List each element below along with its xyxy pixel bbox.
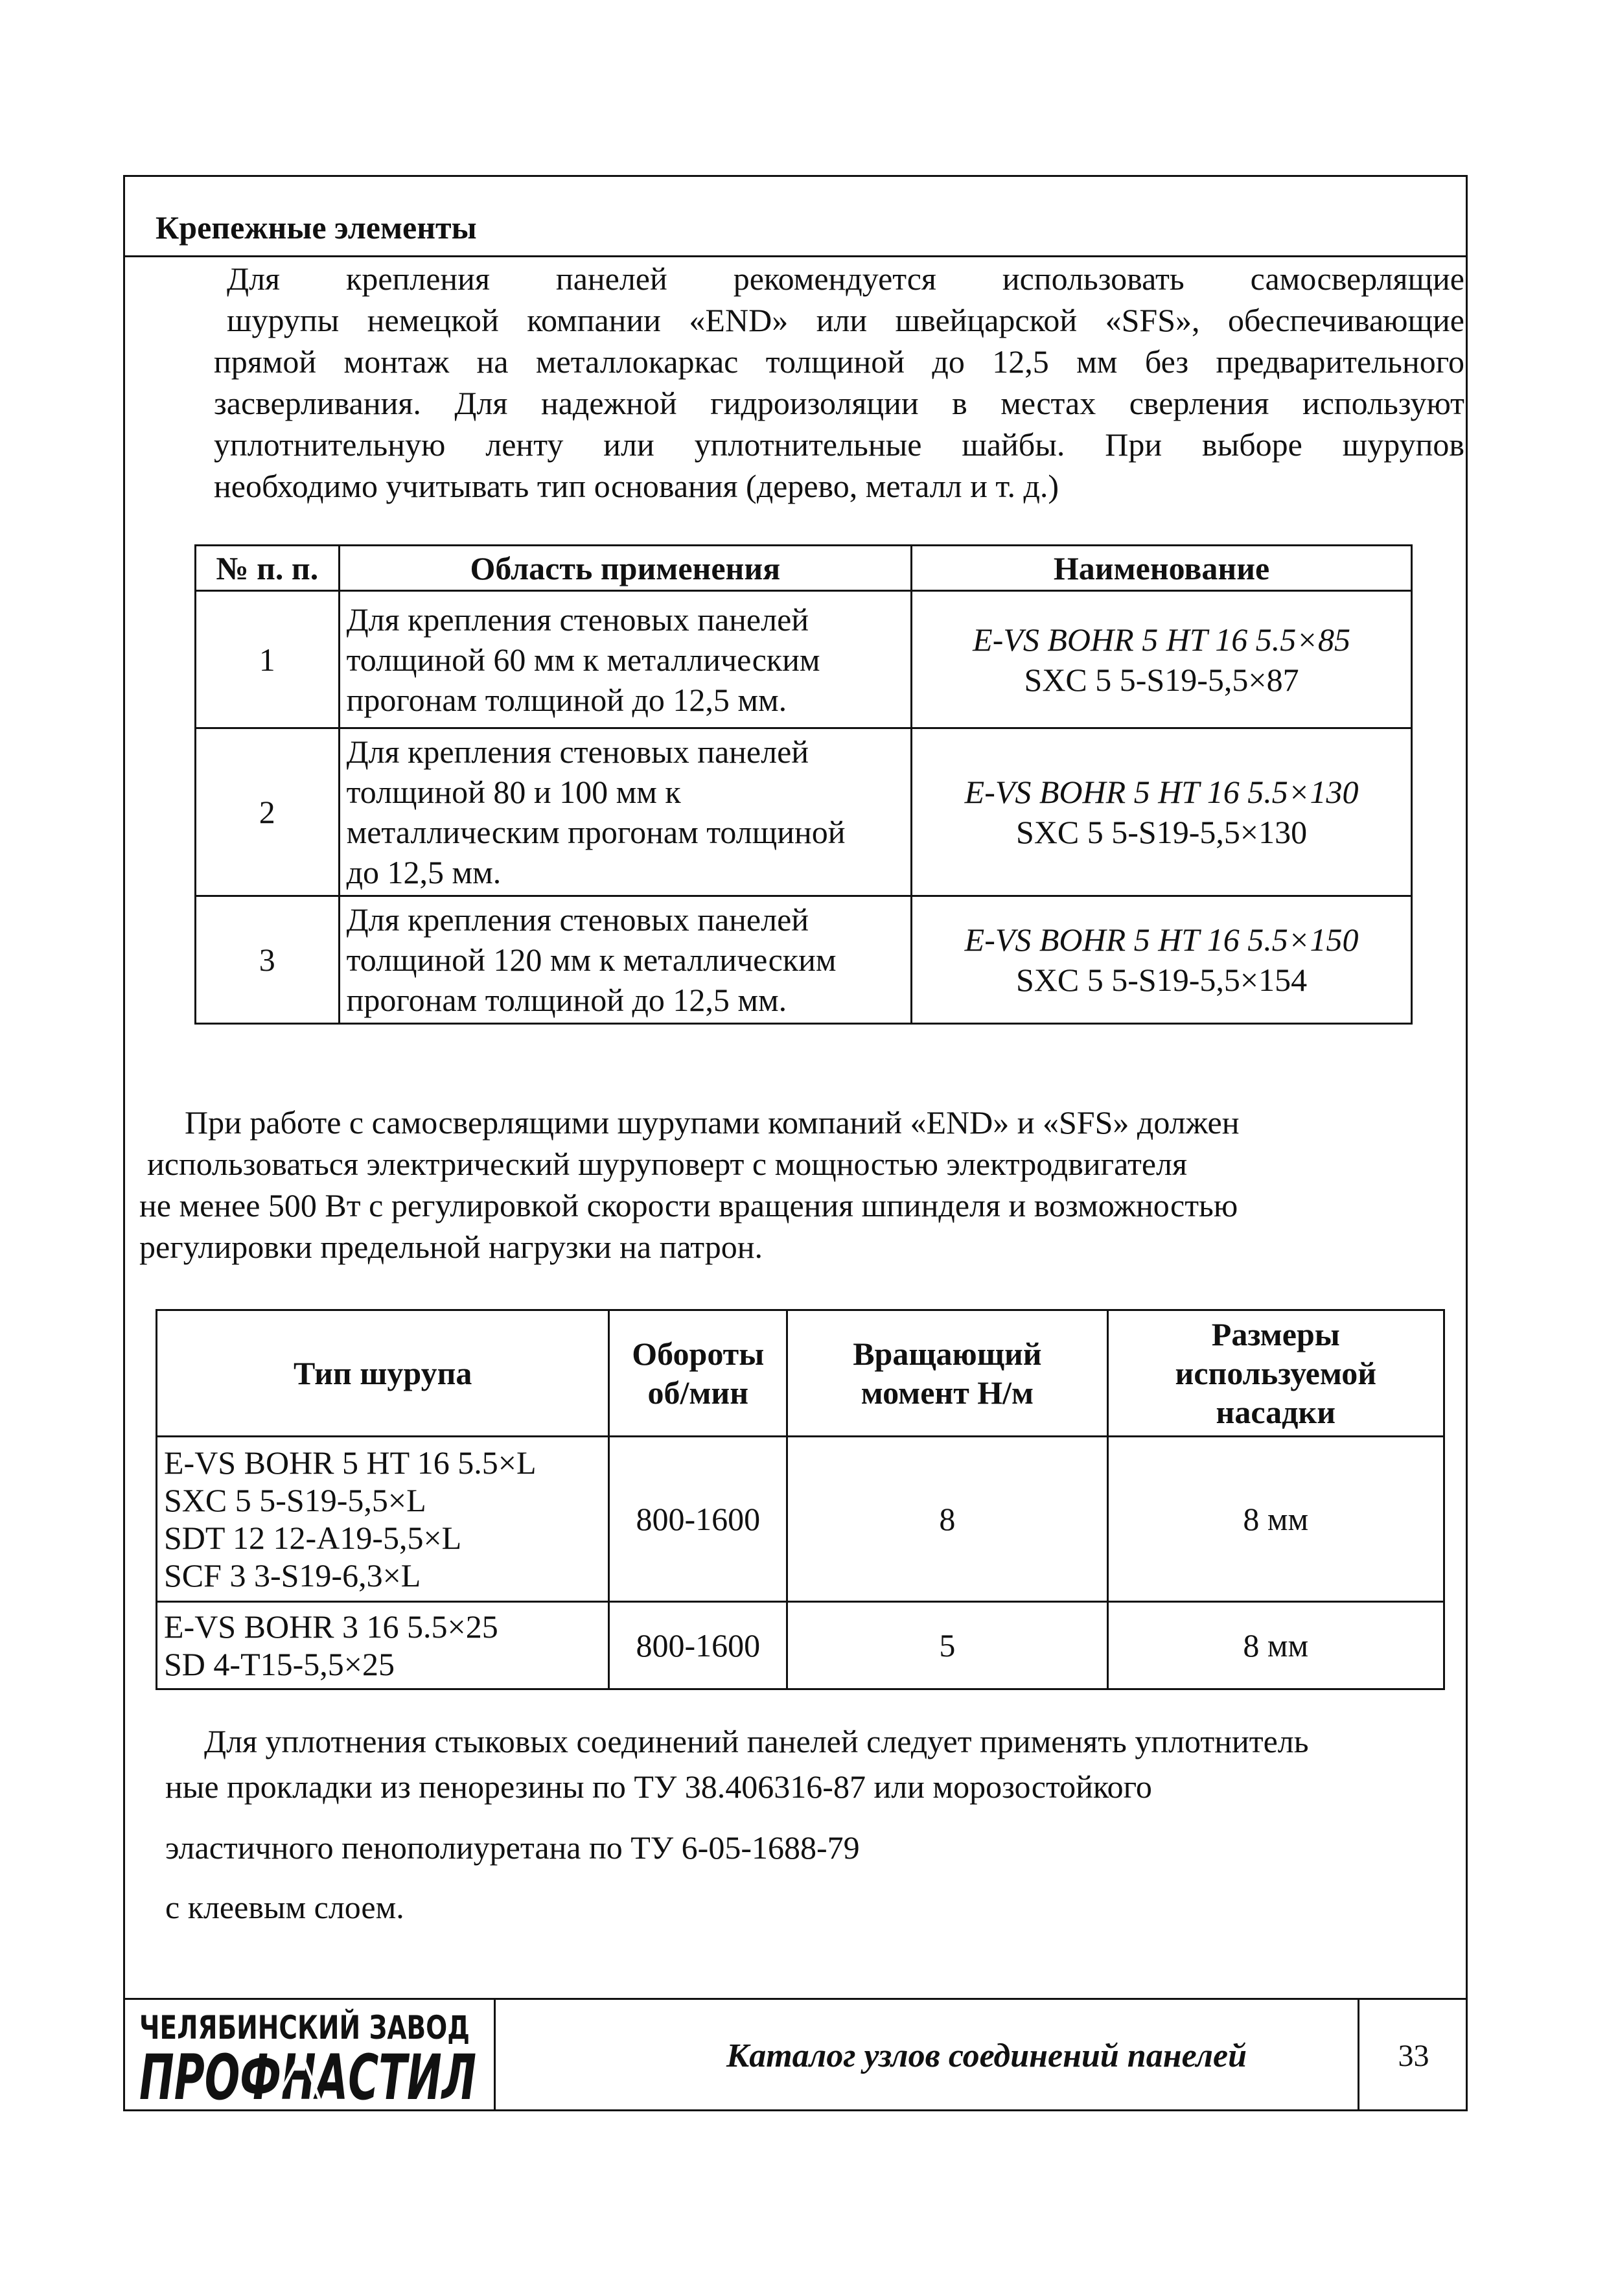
torque-value: 5 xyxy=(787,1602,1107,1689)
screw-type: E-VS BOHR 5 HT 16 5.5×L xyxy=(164,1444,537,1481)
tool-line: регулировки предельной нагрузки на патрон. xyxy=(139,1229,763,1265)
screw-type: SCF 3 3-S19-6,3×L xyxy=(164,1557,421,1594)
table-row xyxy=(157,1437,1444,1602)
header-line: Размеры xyxy=(1211,1316,1340,1352)
application-line: прогонам толщиной до 12,5 мм. xyxy=(346,681,787,718)
intro-line: уплотнительную ленту или уплотнительные шайбы. При выборе шурупов xyxy=(214,426,1464,463)
header-torque xyxy=(787,1310,1107,1437)
table-header-row xyxy=(157,1310,1444,1437)
row-name xyxy=(912,728,1412,896)
application-line: Для крепления стеновых панелей xyxy=(346,601,809,638)
row-application xyxy=(339,896,912,1024)
header-name: Наименование xyxy=(912,546,1412,591)
svg-text:ЧЕЛЯБИНСКИЙ ЗАВОД: ЧЕЛЯБИНСКИЙ ЗАВОД xyxy=(139,2009,564,2047)
header-line: используемой xyxy=(1175,1355,1377,1391)
sealing-line: ные прокладки из пенорезины по ТУ 38.406316-87 или морозостойкого xyxy=(165,1768,1152,1805)
table-row xyxy=(196,728,1412,896)
header-line: об/мин xyxy=(647,1374,749,1411)
sealing-paragraph xyxy=(165,1721,1461,1938)
fastener-application-table xyxy=(194,544,1413,1025)
row-application xyxy=(339,728,912,896)
table-row xyxy=(196,896,1412,1024)
header-line: насадки xyxy=(1216,1394,1336,1430)
row-name xyxy=(912,896,1412,1024)
screwdriver-settings-table xyxy=(156,1309,1445,1690)
row-number: 2 xyxy=(196,728,340,896)
tool-line: использоваться электрический шуруповерт с мощностью электродвигателя xyxy=(147,1146,1187,1182)
intro-line: засверливания. Для надежной гидроизоляции в местах сверления используют xyxy=(214,385,1464,421)
section-title: Крепежные элементы xyxy=(156,209,477,246)
sealing-line: с клеевым слоем. xyxy=(165,1889,404,1925)
header-application: Область применения xyxy=(339,546,912,591)
end-screw-name: E-VS BOHR 5 HT 16 5.5×130 xyxy=(964,774,1359,810)
screw-type: SD 4-T15-5,5×25 xyxy=(164,1646,395,1682)
company-logo xyxy=(123,2000,564,2114)
bit-size-value: 8 мм xyxy=(1107,1602,1444,1689)
header-bit-size xyxy=(1107,1310,1444,1437)
page-number: 33 xyxy=(1358,2000,1468,2111)
tool-requirements-paragraph xyxy=(139,1102,1435,1268)
bit-size-value: 8 мм xyxy=(1107,1437,1444,1602)
screw-types xyxy=(157,1437,609,1602)
row-number: 1 xyxy=(196,591,340,728)
sfs-screw-name: SXC 5 5-S19-5,5×87 xyxy=(1024,661,1299,698)
rpm-value: 800-1600 xyxy=(609,1602,787,1689)
row-application xyxy=(339,591,912,728)
intro-line: прямой монтаж на металлокаркас толщиной до 12,5 мм без предварительного xyxy=(214,343,1464,380)
row-name xyxy=(912,591,1412,728)
application-line: толщиной 60 мм к металлическим xyxy=(346,641,820,678)
header-line: момент Н/м xyxy=(861,1374,1034,1411)
title-divider xyxy=(123,255,1468,257)
table-row xyxy=(196,591,1412,728)
end-screw-name: E-VS BOHR 5 HT 16 5.5×85 xyxy=(973,621,1350,658)
table-row xyxy=(157,1602,1444,1689)
company-logo-icon xyxy=(139,2005,564,2114)
application-line: толщиной 120 мм к металлическим xyxy=(346,942,837,978)
header-number: № п. п. xyxy=(196,546,340,591)
row-number: 3 xyxy=(196,896,340,1024)
intro-line: Для крепления панелей рекомендуется использовать самосверлящие xyxy=(227,261,1464,297)
application-line: Для крепления стеновых панелей xyxy=(346,734,809,770)
application-line: прогонам толщиной до 12,5 мм. xyxy=(346,982,787,1018)
sealing-line: Для уплотнения стыковых соединений панелей следует применять уплотнитель xyxy=(204,1723,1309,1759)
rpm-value: 800-1600 xyxy=(609,1437,787,1602)
screw-type: E-VS BOHR 3 16 5.5×25 xyxy=(164,1608,498,1645)
application-line: толщиной 80 и 100 мм к xyxy=(346,774,681,810)
sfs-screw-name: SXC 5 5-S19-5,5×130 xyxy=(1016,814,1308,850)
screw-types xyxy=(157,1602,609,1689)
header-line: Обороты xyxy=(632,1336,765,1372)
tool-line: не менее 500 Вт с регулировкой скорости вращения шпинделя и возможностью xyxy=(139,1187,1238,1223)
header-line: Тип шурупа xyxy=(293,1355,472,1391)
sealing-line: эластичного пенополиуретана по ТУ 6-05-1688-79 xyxy=(165,1829,860,1866)
screw-type: SDT 12 12-A19-5,5×L xyxy=(164,1520,462,1556)
intro-line: необходимо учитывать тип основания (дерево, металл и т. д.) xyxy=(214,468,1059,504)
header-rpm xyxy=(609,1310,787,1437)
application-line: до 12,5 мм. xyxy=(346,854,502,890)
intro-line: шурупы немецкой компании «END» или швейцарской «SFS», обеспечивающие xyxy=(227,302,1464,338)
tool-line: При работе с самосверлящими шурупами компаний «END» и «SFS» должен xyxy=(185,1104,1240,1141)
svg-text:ПРОФНАСТИЛ: ПРОФНАСТИЛ xyxy=(139,2041,476,2114)
sfs-screw-name: SXC 5 5-S19-5,5×154 xyxy=(1016,962,1308,998)
application-line: Для крепления стеновых панелей xyxy=(346,901,809,938)
catalog-title: Каталог узлов соединений панелей xyxy=(726,2037,1247,2074)
table-header-row xyxy=(196,546,1412,591)
header-line: Вращающий xyxy=(853,1336,1042,1372)
intro-paragraph xyxy=(214,258,1464,507)
screw-type: SXC 5 5-S19-5,5×L xyxy=(164,1482,426,1518)
header-screw-type xyxy=(157,1310,609,1437)
torque-value: 8 xyxy=(787,1437,1107,1602)
application-line: металлическим прогонам толщиной xyxy=(346,814,846,850)
footer xyxy=(123,1998,1468,2114)
end-screw-name: E-VS BOHR 5 HT 16 5.5×150 xyxy=(964,922,1359,958)
